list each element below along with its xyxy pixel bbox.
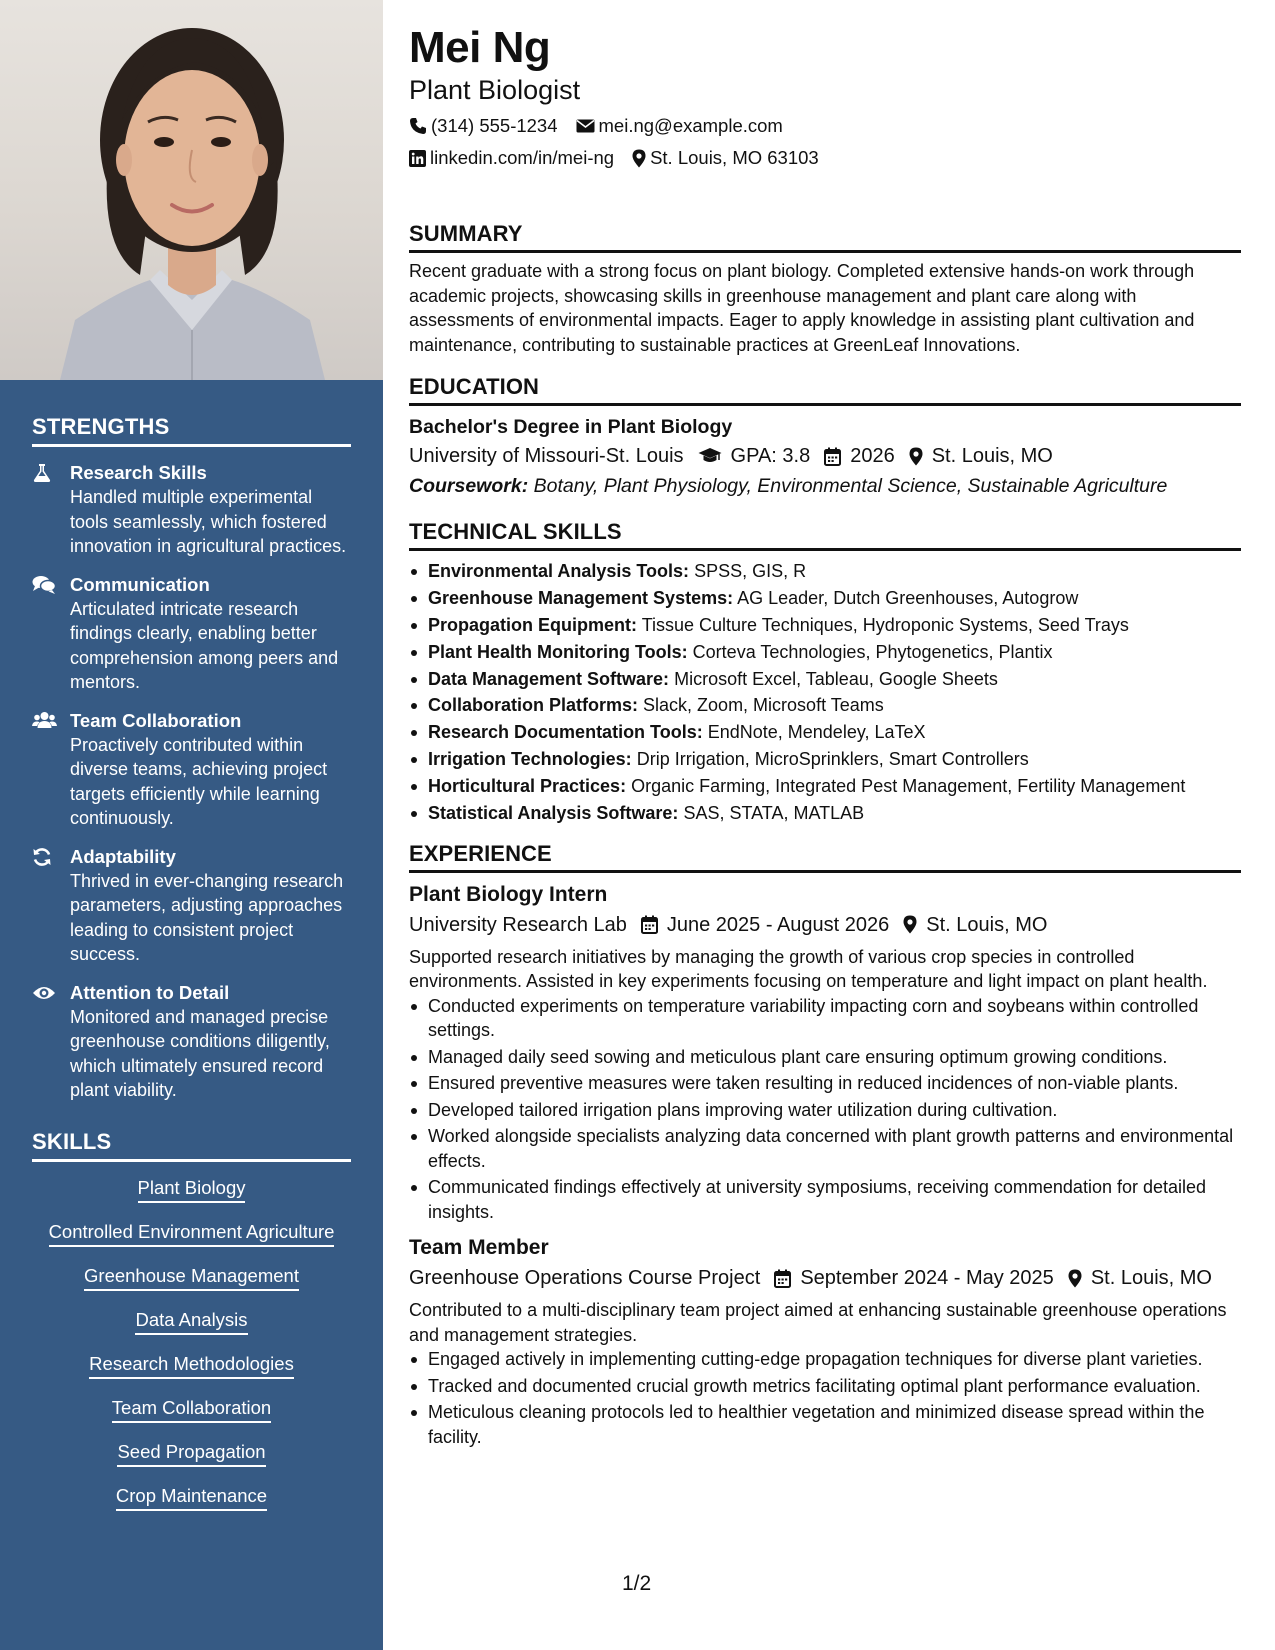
strength-description: Articulated intricate research findings clearly, enabling better comprehension among peers and mentors.: [70, 598, 339, 692]
location-text: St. Louis, MO 63103: [650, 147, 819, 168]
list-item: Collaboration Platforms: Slack, Zoom, Microsoft Teams: [409, 693, 1241, 718]
list-item: Tracked and documented crucial growth metrics facilitating optimal plant performance evaluation.: [409, 1374, 1241, 1399]
job-meta: [409, 1264, 1241, 1292]
strength-description: Handled multiple experimental tools seamlessly, which fostered innovation in agricultural practices.: [70, 487, 347, 556]
users-icon: [32, 709, 70, 831]
phone-contact[interactable]: [409, 114, 558, 138]
list-item: Developed tailored irrigation plans improving water utilization during cultivation.: [409, 1098, 1241, 1123]
skill-tag: Data Analysis: [135, 1308, 247, 1335]
skill-tag: Plant Biology: [138, 1176, 246, 1203]
strength-description: Thrived in ever-changing research parameters, adjusting approaches leading to consistent project success.: [70, 870, 344, 964]
job-location: St. Louis, MO: [1068, 1264, 1212, 1292]
list-item: Engaged actively in implementing cutting-edge propagation techniques for diverse plant varieties.: [409, 1347, 1241, 1372]
job-location: St. Louis, MO: [903, 911, 1047, 939]
job-meta: [409, 911, 1241, 939]
experience-heading: EXPERIENCE: [409, 840, 1241, 873]
job-organization: Greenhouse Operations Course Project: [409, 1267, 761, 1290]
list-item: Horticultural Practices: Organic Farming, Integrated Pest Management, Fertility Management: [409, 774, 1241, 799]
education-section: [409, 373, 1241, 500]
contact-line: [409, 114, 1241, 138]
strength-item: [32, 573, 351, 695]
phone-icon: [409, 117, 427, 135]
candidate-name: Mei Ng: [409, 23, 551, 72]
strengths-section: [0, 414, 383, 1103]
job-dates: June 2025 - August 2026: [641, 911, 889, 939]
strength-title: Adaptability: [70, 845, 176, 867]
comments-icon: [32, 573, 70, 695]
graduation-cap-icon: [698, 447, 722, 465]
phone-number: (314) 555-1234: [431, 115, 558, 136]
graduation-year: 2026: [824, 442, 895, 470]
strength-description: Proactively contributed within diverse teams, achieving project targets efficiently while learning continuously.: [70, 734, 328, 828]
skill-tag: Team Collaboration: [112, 1396, 271, 1423]
sidebar: [0, 0, 383, 1650]
job-description: Supported research initiatives by managing the growth of various crop species in controlled environments. Assisted in key experiments focusing on temperature and light impact on plant health.: [409, 946, 1208, 992]
list-item: Communicated findings effectively at university symposiums, receiving commendation for detailed insights.: [409, 1175, 1241, 1224]
list-item: Irrigation Technologies: Drip Irrigation, MicroSprinklers, Smart Controllers: [409, 747, 1241, 772]
location-contact: [632, 146, 819, 170]
job-bullets: [409, 1347, 1241, 1449]
coursework-list: Botany, Plant Physiology, Environmental Science, Sustainable Agriculture: [533, 475, 1168, 497]
strength-item: [32, 845, 351, 967]
map-marker-icon: [632, 149, 646, 168]
calendar-icon: [641, 915, 658, 934]
skills-heading: SKILLS: [32, 1129, 351, 1162]
list-item: Worked alongside specialists analyzing data concerned with plant growth patterns and environmental effects.: [409, 1124, 1241, 1173]
sync-icon: [32, 845, 70, 967]
list-item: Propagation Equipment: Tissue Culture Techniques, Hydroponic Systems, Seed Trays: [409, 613, 1241, 638]
skill-tag: Controlled Environment Agriculture: [49, 1220, 335, 1247]
list-item: Statistical Analysis Software: SAS, STATA, MATLAB: [409, 801, 1241, 826]
main-content: [409, 0, 1241, 1451]
job-organization: University Research Lab: [409, 913, 627, 936]
map-marker-icon: [903, 915, 917, 934]
map-marker-icon: [909, 447, 923, 466]
flask-icon: [32, 461, 70, 559]
list-item: Environmental Analysis Tools: SPSS, GIS, R: [409, 559, 1241, 584]
email-address: mei.ng@example.com: [598, 115, 783, 136]
education-heading: EDUCATION: [409, 373, 1241, 406]
portrait-illustration: [0, 0, 383, 380]
list-item: Plant Health Monitoring Tools: Corteva Technologies, Phytogenetics, Plantix: [409, 640, 1241, 665]
skills-section: [0, 1129, 383, 1528]
experience-section: [409, 840, 1241, 1450]
page-number: 1/2: [622, 1572, 652, 1595]
job-title: Plant Biology Intern: [409, 882, 608, 906]
envelope-icon: [576, 118, 595, 134]
job-dates: September 2024 - May 2025: [774, 1264, 1054, 1292]
summary-text: Recent graduate with a strong focus on plant biology. Completed extensive hands-on work through academic projects, showcasing skills in greenhouse management and plant care along with assessments of environmental impacts. Eager to apply knowledge in assisting plant cultivation and maintenance, contributing to sustainable practices at GreenLeaf Innovations.: [409, 261, 1195, 355]
skill-tag: Seed Propagation: [117, 1440, 265, 1467]
summary-heading: SUMMARY: [409, 220, 1241, 253]
skill-tag-list: [32, 1176, 351, 1528]
education-meta: [409, 442, 1241, 470]
list-item: Research Documentation Tools: EndNote, Mendeley, LaTeX: [409, 720, 1241, 745]
strength-description: Monitored and managed precise greenhouse conditions diligently, which ultimately ensured record plant viability.: [70, 1006, 330, 1100]
linkedin-url: linkedin.com/in/mei-ng: [430, 147, 615, 168]
list-item: Conducted experiments on temperature variability impacting corn and soybeans within controlled settings.: [409, 994, 1241, 1043]
strength-title: Team Collaboration: [70, 709, 242, 731]
job-entry: [409, 1234, 1241, 1449]
list-item: Meticulous cleaning protocols led to healthier vegetation and minimized disease spread within the facility.: [409, 1400, 1241, 1449]
list-item: Greenhouse Management Systems: AG Leader, Dutch Greenhouses, Autogrow: [409, 586, 1241, 611]
skill-tag: Greenhouse Management: [84, 1264, 299, 1291]
skill-tag: Crop Maintenance: [116, 1484, 267, 1511]
linkedin-icon: [409, 150, 426, 167]
school-name: University of Missouri-St. Louis: [409, 445, 684, 467]
strength-item: [32, 709, 351, 831]
summary-section: [409, 220, 1241, 357]
calendar-icon: [774, 1269, 791, 1288]
candidate-title: Plant Biologist: [409, 75, 581, 105]
email-contact[interactable]: [576, 114, 783, 138]
gpa: GPA: 3.8: [698, 442, 811, 470]
skill-tag: Research Methodologies: [89, 1352, 294, 1379]
job-bullets: [409, 994, 1241, 1225]
coursework-label: Coursework:: [409, 475, 529, 497]
profile-photo: [0, 0, 383, 380]
job-entry: [409, 881, 1241, 1225]
education-location: St. Louis, MO: [909, 442, 1053, 470]
strengths-heading: STRENGTHS: [32, 414, 351, 447]
job-description: Contributed to a multi-disciplinary team project aimed at enhancing sustainable greenhouse operations and management strategies.: [409, 1300, 1227, 1345]
strength-title: Attention to Detail: [70, 981, 230, 1003]
list-item: Data Management Software: Microsoft Excel, Tableau, Google Sheets: [409, 667, 1241, 692]
degree-title: Bachelor's Degree in Plant Biology: [409, 416, 733, 438]
contact-line: [409, 146, 1241, 170]
technical-skills-section: [409, 518, 1241, 826]
map-marker-icon: [1068, 1269, 1082, 1288]
strength-item: [32, 981, 351, 1103]
technical-skills-heading: TECHNICAL SKILLS: [409, 518, 1241, 551]
strength-item: [32, 461, 351, 559]
job-title: Team Member: [409, 1236, 549, 1260]
strength-title: Communication: [70, 573, 210, 595]
list-item: Managed daily seed sowing and meticulous plant care ensuring optimum growing conditions.: [409, 1045, 1241, 1070]
coursework: [409, 472, 1241, 500]
technical-skills-list: [409, 559, 1241, 826]
calendar-icon: [824, 447, 841, 466]
eye-icon: [32, 981, 70, 1103]
list-item: Ensured preventive measures were taken resulting in reduced incidences of non-viable plants.: [409, 1071, 1241, 1096]
strength-title: Research Skills: [70, 462, 207, 483]
linkedin-contact[interactable]: [409, 146, 614, 170]
